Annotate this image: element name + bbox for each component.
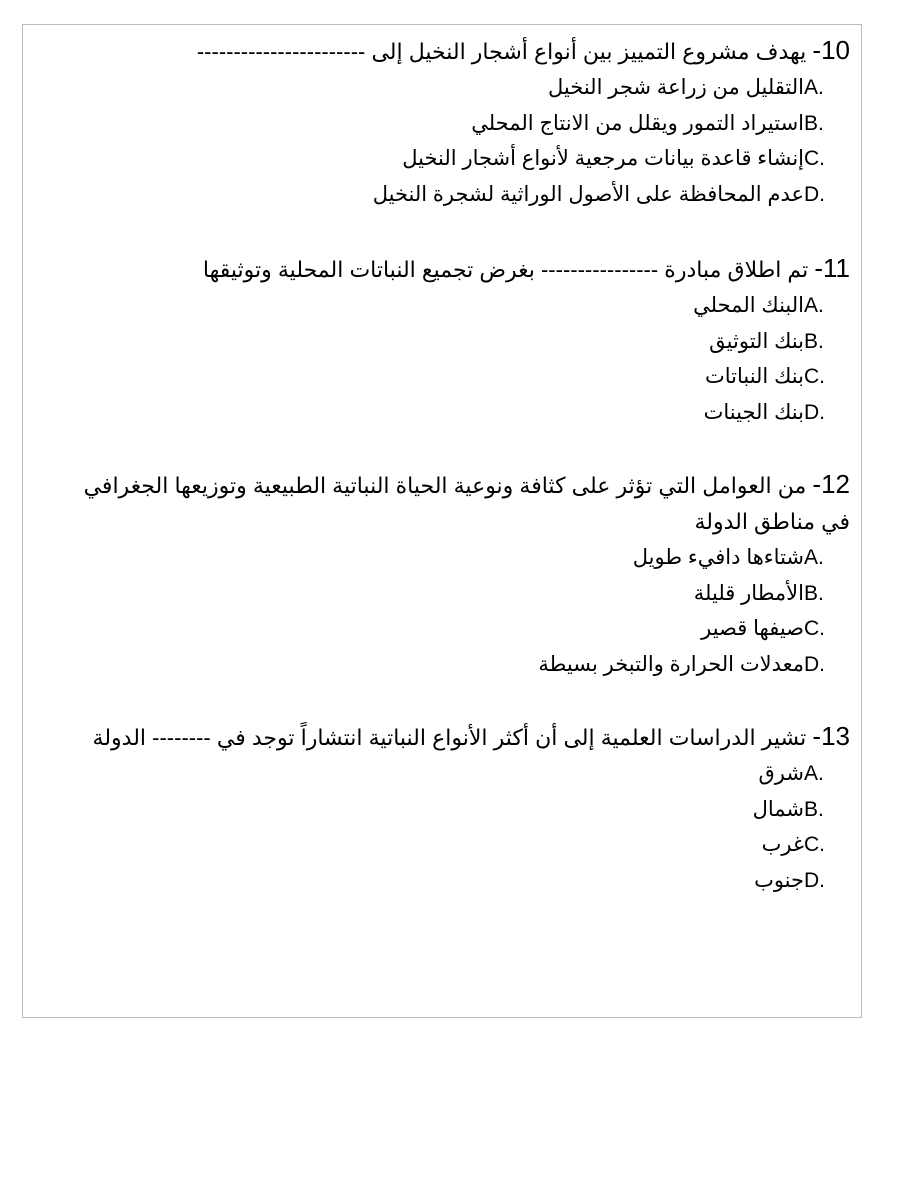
question-13 (80, 718, 850, 898)
option-a[interactable] (80, 756, 850, 792)
option-b[interactable] (80, 792, 850, 828)
option-d[interactable] (80, 647, 850, 683)
option-b[interactable] (80, 576, 850, 612)
option-text: البنك المحلي (693, 294, 804, 317)
option-letter: D. (804, 182, 825, 206)
question-text (80, 466, 850, 540)
option-letter: A. (804, 294, 824, 317)
question-number: 11- (814, 253, 850, 283)
option-c[interactable] (80, 141, 850, 177)
question-11 (80, 250, 850, 430)
question-stem: تشير الدراسات العلمية إلى أن أكثر الأنواع النباتية انتشاراً توجد في -------- الدولة (92, 725, 807, 750)
option-text: التقليل من زراعة شجر النخيل (548, 76, 804, 99)
option-d[interactable] (80, 395, 850, 431)
option-letter: C. (804, 147, 825, 170)
option-text: بنك النباتات (704, 365, 804, 388)
option-c[interactable] (80, 359, 850, 395)
question-stem: من العوامل التي تؤثر على كثافة ونوعية الحياة النباتية الطبيعية وتوزيعها الجغرافي في مناطق الدولة (83, 473, 850, 534)
option-text: شتاءها دافيء طويل (632, 546, 804, 569)
option-c[interactable] (80, 827, 850, 863)
question-text (80, 718, 850, 756)
option-text: بنك التوثيق (709, 329, 804, 353)
option-text: شمال (752, 797, 804, 821)
option-b[interactable] (80, 106, 850, 142)
option-letter: B. (804, 581, 824, 605)
question-text (80, 250, 850, 288)
option-letter: C. (804, 833, 825, 856)
option-text: جنوب (754, 868, 804, 892)
option-text: شرق (758, 762, 804, 785)
option-b[interactable] (80, 324, 850, 360)
option-letter: A. (804, 546, 824, 569)
option-a[interactable] (80, 70, 850, 106)
option-a[interactable] (80, 288, 850, 324)
option-text: إنشاء قاعدة بيانات مرجعية لأنواع أشجار النخيل (402, 147, 804, 170)
option-text: استيراد التمور ويقلل من الانتاج المحلي (471, 111, 804, 135)
option-letter: D. (804, 868, 825, 892)
option-letter: D. (804, 400, 825, 424)
option-text: بنك الجينات (703, 400, 804, 424)
option-text: معدلات الحرارة والتبخر بسيطة (538, 652, 804, 676)
option-letter: B. (804, 111, 824, 135)
option-text: الأمطار قليلة (693, 581, 804, 605)
option-letter: B. (804, 797, 824, 821)
option-letter: A. (804, 76, 824, 99)
option-d[interactable] (80, 863, 850, 899)
option-c[interactable] (80, 611, 850, 647)
question-stem: يهدف مشروع التمييز بين أنواع أشجار النخيل إلى ----------------------- (196, 39, 807, 64)
question-10 (80, 32, 850, 212)
question-12 (80, 466, 850, 682)
option-text: غرب (761, 833, 804, 856)
question-number: 13- (812, 721, 850, 751)
option-d[interactable] (80, 177, 850, 213)
option-letter: C. (804, 365, 825, 388)
question-number: 10- (812, 35, 850, 65)
question-text (80, 32, 850, 70)
option-letter: C. (804, 617, 825, 640)
question-stem: تم اطلاق مبادرة ---------------- بغرض تجميع النباتات المحلية وتوثيقها (202, 257, 809, 282)
option-letter: B. (804, 329, 824, 353)
option-text: صيفها قصير (701, 617, 804, 640)
option-a[interactable] (80, 540, 850, 576)
question-number: 12- (812, 469, 850, 499)
option-text: عدم المحافظة على الأصول الوراثية لشجرة النخيل (372, 182, 804, 206)
option-letter: D. (804, 652, 825, 676)
option-letter: A. (804, 762, 824, 785)
